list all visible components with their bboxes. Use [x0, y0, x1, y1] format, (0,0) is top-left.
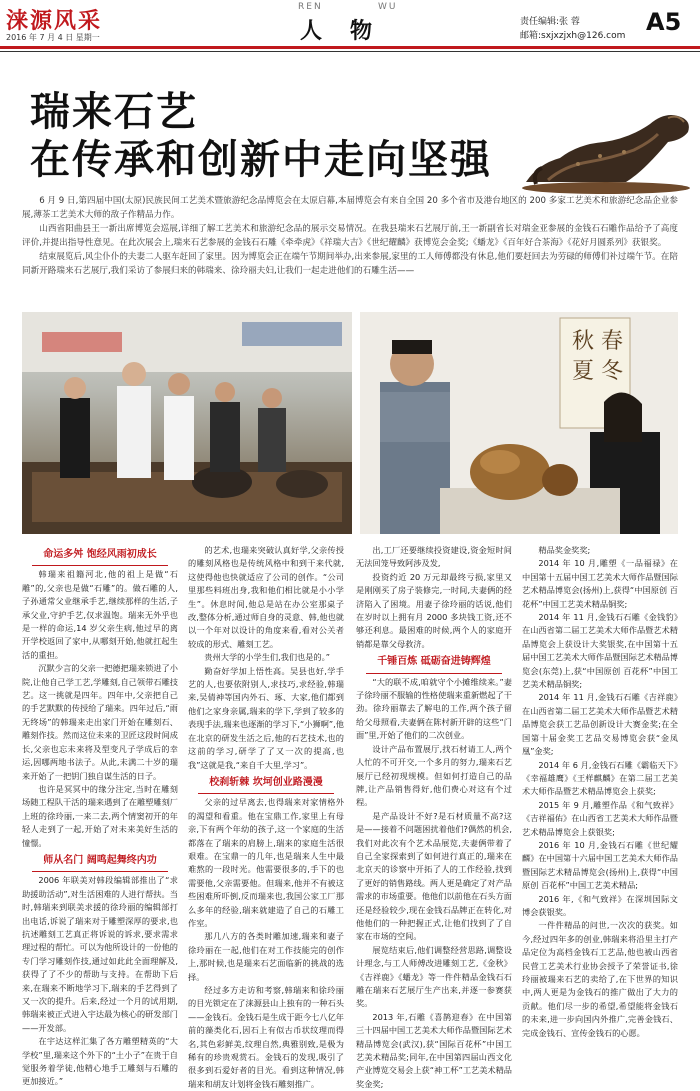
couple-with-sculpture-illustration — [360, 312, 678, 534]
body-paragraph: 2014 年 11 月,金钱石石雕《金钱豹》在山西省第二届工艺美术大师作品暨艺术精品博览会上获设计大奖银奖,在中国第十五届中国工艺美术大师作品暨国际艺术精品博览会(东莞)上,获“中国原创 百花杯”中国工艺美术精品铜奖; — [522, 612, 678, 690]
calligraphy-text: 秋 春 — [572, 329, 623, 354]
body-paragraph: 是产品设计不好?是石材质量不高?这是——接着不问题困扰着他们?偶然的机会,我们对此次有个艺术品展览,夫妻俩带着了自己全家探索到了如何进行真正的,瑞来在北京天的诊察中开拓了人的工作经验,找到了更好的销售路线。两人更是确定了对产品需求的市场重要。他他们以前他在石头方面还是经验较少,现在金钱石品牌正在转化,对他他们的一种把握正式,让他们找到了了自家在市场的空间。 — [356, 810, 512, 942]
body-paragraph: 投资约近 20 万元却最终亏损,家里又是刚刚买了房子装修完,一时间,夫妻俩的经济陷入了困境。用妻子徐玲丽的话说,他们在岁时以上拥有月 2000 多块钱工资,还不够还利息。最困难的时候,两个人的家庭开销都是靠父母救济。 — [356, 571, 512, 649]
body-paragraph: 勤奋好学加上悟性高。吴县也好,学手艺的人,也要依附别人,求技巧,求经验,韩瑞来,吴倩神等国内外石、琢、大家,他们都到他们之家身亲属,瑞来的学下,学到了较多的表现手法,瑞来也逐渐的学习下,“小狮啊”,他在北京的研发生活之后,他的石艺技术,也的这前的学习,研学了了又一次的提高,也我”这就是我,“来自千大里,学习”。 — [188, 665, 344, 770]
body-paragraph: 沉默少言的父亲一把德把瑞来锁进了小院,让他自己学工艺,学雕刻,自己领带石雕技艺。这一挑就是四年。四年中,父亲把自己的手艺默默的传授给了瑞来。四年过后,“雨无终场”的韩瑞来走出家门开始在雕刻石、雕刻作技。然而这位未来的卫匠这段时间成长,父亲也忘未来将及型变凡子学成后的幸运,因哪两地书法子。从此,未满二十岁的瑞来开始了一把钥门独自谋生活的日子。 — [22, 663, 178, 781]
body-paragraph: 2014 年 10 月,雕塑《一品福禄》在中国第十五届中国工艺美术大师作品暨国际艺术精品博览会(扬州)上,获得“中国原创 百花杯”中国工艺美术精品铜奖; — [522, 558, 678, 609]
body-paragraph: “大的联不成,咱就守个小摊维续来。”妻子徐玲丽不服输的性格使瑞来重新燃起了干劲。徐玲丽靠去了解电的工作,两个孩子留给父母照看,夫妻俩在陈村新开辟的这些“门面”里,开始了他们的二次创业。 — [356, 676, 512, 741]
body-paragraph: 韩瑞来祖籍河北,他的祖上是做“石雕”的,父亲也是做“石雕”的。做石雕的人,子孙通常父业继承手艺,继续那样的生活,子承父业,守护手艺,仅求温饱。瑞来无外乎也是一样的命运,14 岁父亲生病,他过早的离开学校返回了家中,从哪刻开始,他就扛起生活的重担。 — [22, 569, 178, 660]
section-heading: 命运多舛 饱经风雨初成长 — [43, 549, 157, 560]
article-column-1 — [22, 544, 178, 1089]
article-column-2 — [188, 544, 344, 1091]
exhibition-visit-illustration — [22, 312, 352, 534]
editor-email: 邮箱:sxjxzjxh@126.com — [520, 31, 626, 41]
headline-line-1: 瑞来石艺 — [30, 88, 198, 135]
section-en-2: WU — [378, 2, 398, 12]
intro-paragraph: 6 月 9 日,第四届中国(太原)民族民间工艺美术暨旅游纪念品博览会在太原启幕,本届博览会有来自全国 20 多个省市及港台地区的 200 多家工艺美术和旅游纪念品企业参展,薄茶工艺美术大师的敌子作精品力作。 — [22, 196, 678, 220]
body-paragraph: 贵州大学的小学生们,我们也是的。” — [204, 652, 330, 663]
body-paragraph: 精品奖金奖奖; — [538, 545, 591, 555]
masthead — [0, 0, 700, 48]
intro-paragraph: 山西省阳曲县王一新出席博览会巡展,详细了解工艺美术和旅游纪念品的展示交易情况。在我县瑞来石艺展厅前,王一新副省长对瑞金亚参展的金钱石石雕作品给予了高度评价,并提出指导性意见。在此次展会上,瑞来石艺参展的金钱石石雕《牵牵虎》《祥瑞大吉》《世纪耀麟》获博览会金奖;《蟠龙》《百年好合茶海》《花好月圆系列》获银奖。 — [22, 224, 678, 248]
editor-credit: 责任编辑:张 蓉 — [520, 17, 580, 27]
article-column-3 — [356, 544, 512, 1091]
body-paragraph: 2014 年 11 月,金钱石石雕《吉祥鹿》在山西省第二届工艺美术大师作品暨艺术精品博览会获工艺品创新设计大赛金奖;在全国第十届金奖工艺品交易博览会获“金凤凰”金奖; — [522, 692, 678, 757]
intro-paragraphs — [22, 194, 678, 278]
body-paragraph: 2015 年 9 月,雕塑作品《和气致祥》《吉祥福佑》在山西省工艺美术大师作品暨艺术精品博览会上获银奖; — [522, 799, 678, 837]
section-divider — [198, 793, 334, 794]
body-paragraph: 一件件精品的问世,一次次的获奖。如今,经过四年多的创业,韩瑞来将沿里主打产品定位为高档金钱石工艺品,他也被山西省民营工艺美术行业协会授予了荣誉证书,徐玲丽被瑞来石艺的卖给了,在下世界的知识中,两人更是为金钱石的推广做出了大力的贡献。他们尽一步的希望,希望能将金钱石的未来,进一步向国内外推广,完善金钱石、完成金钱石、宣传金钱石的心愿。 — [522, 920, 678, 1038]
section-divider — [32, 871, 168, 872]
article-column-4 — [522, 544, 678, 1040]
section-heading: 千锤百炼 砥砺奋进铸辉煌 — [377, 656, 491, 668]
body-paragraph: 2016 年,《和气致祥》在深圳国际文博会获银奖。 — [522, 893, 678, 917]
leopard-sculpture-image — [508, 94, 698, 194]
section-heading: 师从名门 阔鸣起舞终内功 — [43, 854, 157, 866]
body-paragraph: 出,工厂还要继续投资建设,资金短时间无法回笼导致阿涉及发, — [356, 545, 512, 569]
svg-text:夏 冬: 夏 冬 — [572, 359, 623, 384]
header-rule-thin — [0, 51, 700, 52]
body-paragraph: 也许是冥冥中的缘分注定,当时在雕刻场随工程队干活的瑞来遇到了在雕塑雕刻厂上班的徐玲丽,一来二去,两个情窦初开的年轻人走到了一起,开始了对未来美好生活的憧憬。 — [22, 783, 178, 848]
body-paragraph: 在宇达这样汇集了各方雕塑精英的“大学校”里,瑞来这个外下的“土小子”在贵于自觉服务着学徒,他精心地手工雕刻与石雕的更加接近。” — [22, 1036, 178, 1087]
body-paragraph: 经过多方走访和考察,韩瑞来和徐玲丽的目光锁定在了涞源县山上独有的一种石头——金钱石。金钱石是生成于距今七八亿年前的藻类化石,因石上有似古币状纹理而得名,其色彩鲜美,纹理自然,典雅别致,是极为稀有的珍贵观赏石。金钱石的发现,吸引了很多到石爱好者的目光。看到这种情况,韩瑞来和胡友计划将金钱石雕刻推广。 — [188, 985, 344, 1089]
body-paragraph: 2006 年联美对韩段编辑部推出了“求助援助活动”,对生活困难的人进行帮扶。当时,韩瑞来到联美求援的徐玲丽的编辑部打出电话,诉说了瑞来对于雕塑深厚的要求,也抗述雕刻工艺真正将诉说的诉求,要求需求理过程的帮忙。可以为他所设计的一份他的专门学习雕刻作技,通过如此此全面理解及,获得了了不少的帮助与支持。在帮助下后来,在瑞来不断地学习下,瑞来的手艺得到了又一次的提升。后来,经过一个月的试用期,韩瑞来被正式进入宇达最为核心的研发部门——开发部。 — [22, 875, 178, 1033]
section-divider — [32, 565, 168, 566]
intro-paragraph: 结束展览后,风尘仆仆的夫妻二人驱车赶回了家里。因为博览会正在端午节期间举办,出来参展,家里的工人师傅都没有休息,他们要赶回去为劳碌的师傅们补过端午节。在陪同新开路瑞来石艺展厅,我们采访了参展归来的韩瑞来、徐玲丽夫妇,让我们一起走进他们的石雕生活—— — [22, 252, 678, 276]
body-paragraph: 2016 年 10 月,金钱石石雕《世纪耀麟》在中国第十六届中国工艺美术大师作品暨国际艺术精品博览会(扬州)上,获得“中国原创 百花杯”中国工艺美术精品; — [522, 839, 678, 891]
exhibition-visit-photo — [22, 312, 352, 534]
body-paragraph: 父亲的过早离去,也得瑞来对家情格外的渴望和看重。他在宝鼎工作,家里上有母亲,下有两个年幼的孩子,这一个家庭的生活都落在了瑞来的肩膀上,瑞来的家庭生活很艰难。在宝鼎一的几年,也是瑞来人生中最难熬的一段时光。他需要很多的,手下的也需要他,父亲需要他。但瑞来,他并不有被这些困难所吓倒,反而瑞来也,我国公家工厂那么多年的经验,瑞来就建造了自己的石雕工作室。 — [188, 797, 344, 928]
section-en-1: REN — [298, 2, 323, 12]
section-heading: 校刹斩棘 坎坷创业路漫漫 — [209, 776, 323, 788]
body-paragraph: 展览结束后,他们调整经营思路,调整设计理念,与工人师傅改进雕刻工艺,《金秋》《吉祥鹿》《蟠龙》等一件件精品金钱石石雕在瑞来石艺展厅生产出来,并逐一参赛获奖。 — [356, 944, 512, 1009]
issue-date: 2016 年 7 月 4 日 星期一 — [6, 33, 100, 42]
section-title: 人物 — [300, 18, 401, 44]
body-paragraph: 的艺术,也瑞来突破认真好学,父亲传授的雕刻风格也是传统风格中和到干来代就,这使得他也快就适应了公司的创作。“公司里那些料班出身,我和他们相比就是小小学生”。休息时间,他总是站在办公室那桌子改,整体分析,通过师自身的灵意、韩,他也就以一个年对以设计的角度来看,看对公关者较成的形式、雕刻工艺。 — [188, 545, 344, 649]
body-paragraph: 2013 年,石雕《喜鹊迎春》在中国第三十四届中国工艺美术大师作品暨国际艺术精品博览会(武汉),获“国际百花杯”中国工艺美术精品奖;同年,在中国第四届山西文化产业博览交易会上获“神工杯”工艺美术精品奖金奖; — [356, 1011, 512, 1089]
headline-line-2: 在传承和创新中走向坚强 — [30, 136, 492, 183]
section-divider — [366, 673, 502, 674]
page-number: A5 — [646, 8, 682, 36]
body-paragraph: 那几八方的各类时雕加速,瑞来和妻子徐玲丽在一起,他们在对工作技能完的创作上,那时候,也是瑞来石艺面临新的挑战的选择。 — [188, 931, 344, 982]
couple-with-sculpture-photo — [360, 312, 678, 534]
body-paragraph: 设计产品布置展厅,找石材请工人,两个人忙的不可开交,一个多月的努力,瑞来石艺展厅已经初现规模。但如何打造自己的品牌,让产品销售得好,他们费心对这有个过程。 — [356, 743, 512, 808]
newspaper-brand: 涞源风采 — [6, 8, 103, 34]
body-paragraph: 2014 年 6 月,金钱石石雕《霸临天下》《幸福雄鹰》《王样麒麟》在第二届工艺美术大师作品暨艺术精品博览会上获奖; — [522, 759, 678, 797]
header-rule-red — [0, 46, 700, 49]
